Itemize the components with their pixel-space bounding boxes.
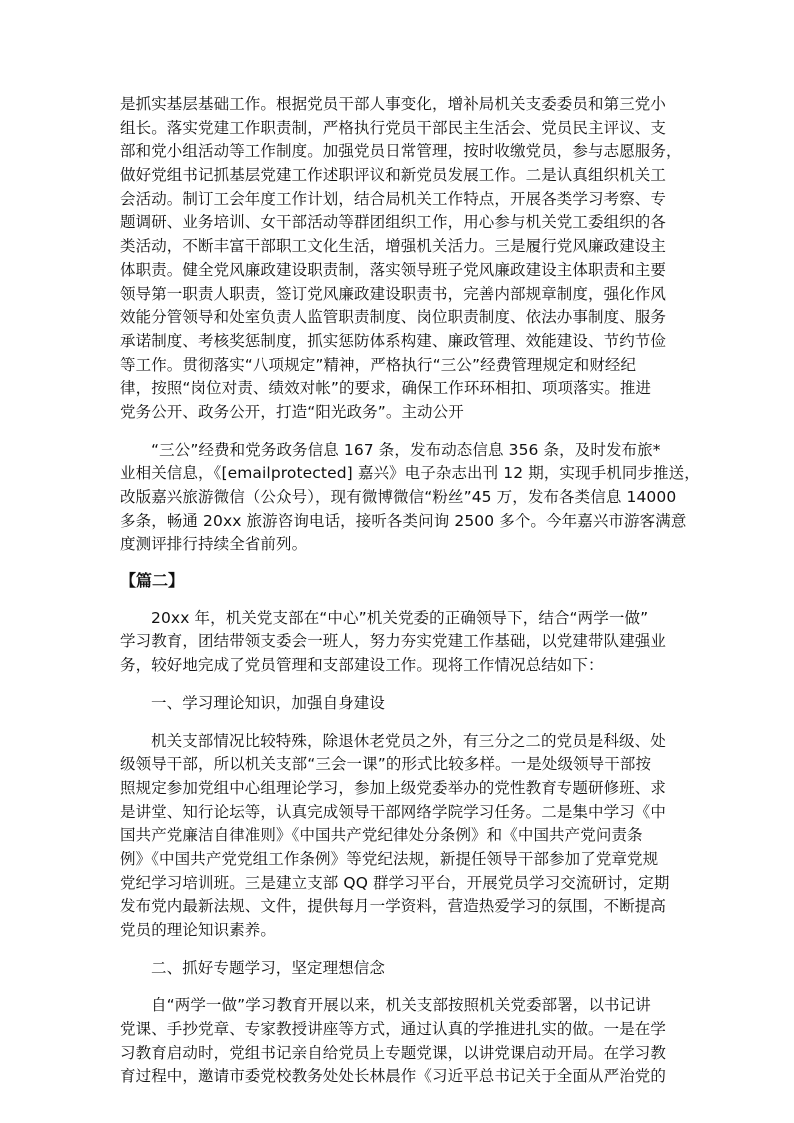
text-line: 等工作。贯彻落实“八项规定”精神，严格执行“三公”经费管理规定和财经纪 [120, 355, 637, 374]
text-line: 党课、手抄党章、专家教授讲座等方式，通过认真的学推进扎实的做。一是在学 [120, 1020, 667, 1039]
text-line: 务，较好地完成了党员管理和支部建设工作。现将工作情况总结如下： [120, 656, 604, 675]
text-line: 机关支部情况比较特殊，除退休老党员之外，有三分之二的党员是科级、处 [151, 731, 666, 750]
text-line: 党纪学习培训班。三是建立支部 QQ 群学习平台，开展党员学习交流研讨，定期 [120, 873, 670, 892]
text-line: 级领导干部，所以机关支部“三会一课”的形式比较多样。一是处级领导干部按 [120, 755, 652, 774]
paragraph-gap [120, 425, 688, 439]
section-2-paragraph [120, 439, 700, 557]
text-line: 育过程中，邀请市委党校教务处处长林晨作《习近平总书记关于全面从严治党的 [120, 1067, 667, 1086]
text-line: 例》《中国共产党党组工作条例》等党纪法规，新提任领导干部参加了党章党规 [120, 849, 659, 868]
text-line: 度测评排行持续全省前列。 [120, 535, 308, 554]
section-heading: 【篇二】 [120, 571, 185, 591]
text-line: 组长。落实党建工作职责制，严格执行党员干部民主生活会、党员民主评议、支 [120, 118, 667, 137]
paragraph-2 [120, 994, 688, 1089]
text-line: 是讲堂、知行论坛等，认真完成领导干部网络学院学习任务。二是集中学习《中 [120, 802, 667, 821]
text-line: 是抓实基层基础工作。根据党员干部人事变化，增补局机关支委委员和第三党小 [120, 95, 667, 113]
paragraph-1 [120, 730, 688, 943]
paragraph-gap [120, 943, 688, 957]
text-line: 领导第一职责人职责，签订党风廉政建设职责书，完善内部规章制度，强化作风 [120, 284, 667, 303]
text-line: 体职责。健全党风廉政建设职责制，落实领导班子党风廉政建设主体职责和主要 [120, 260, 667, 279]
text-line: 做好党组书记抓基层党建工作述职评议和新党员发展工作。二是认真组织机关工 [120, 166, 667, 185]
text-line: 类活动，不断丰富干部职工文化生活，增强机关活力。三是履行党风廉政建设主 [120, 237, 667, 256]
text-line: 会活动。制订工会年度工作计划，结合局机关工作特点，开展各类学习考察、专 [120, 189, 667, 208]
text-line: 20xx 年，机关党支部在“中心”机关党委的正确领导下，结合“两学一做” [151, 608, 649, 627]
text-line: 党员的理论知识素养。 [120, 921, 277, 939]
text-line: 多条，畅通 20xx 旅游咨询电话，接听各类问询 2500 多个。今年嘉兴市游客满意 [120, 511, 687, 530]
paragraph-gap [120, 678, 688, 692]
section-1-paragraph [120, 93, 688, 425]
text-line: 律，按照“岗位对责、绩效对帐”的要求，确保工作环环相扣、项项落实。推进 [120, 379, 652, 398]
subheading: 二、抓好专题学习，坚定理想信念 [151, 958, 386, 977]
text-line: 改版嘉兴旅游微信（公众号），现有微博微信“粉丝”45 万，发布各类信息 14000 [120, 488, 677, 506]
text-line: 习教育启动时，党组书记亲自给党员上专题党课，以讲党课启动开局。在学习教 [120, 1043, 667, 1062]
text-line: 学习教育，团结带领支委会一班人，努力夯实党建工作基础，以党建带队建强业 [120, 632, 667, 651]
text-line: “三公”经费和党务政务信息 167 条，发布动态信息 356 条，及时发布旅* [151, 440, 661, 459]
text-line: 发布党内最新法规、文件，提供每月一学资料，营造热爱学习的氛围，不断提高 [120, 897, 667, 916]
text-line: 效能分管领导和处室负责人监管职责制度、岗位职责制度、依法办事制度、服务 [120, 308, 667, 327]
document-page [120, 93, 700, 1089]
text-line: 自“两学一做”学习教育开展以来，机关支部按照机关党委部署，以书记讲 [151, 996, 651, 1015]
subheading: 一、学习理论知识，加强自身建设 [151, 693, 386, 712]
paragraph-gap [120, 980, 688, 994]
text-line: 承诺制度、考核奖惩制度，抓实惩防体系构建、廉政管理、效能建设、节约节俭 [120, 331, 667, 350]
paragraph-gap [120, 716, 688, 730]
text-line: 部和党小组活动等工作制度。加强党员日常管理，按时收缴党员，参与志愿服务， [120, 142, 682, 161]
text-line: 照规定参加党组中心组理论学习，参加上级党委举办的党性教育专题研修班、求 [120, 778, 667, 797]
text-line: 业相关信息，《[emailprotected] 嘉兴》电子杂志出刊 12 期，实现手机同步推送， [120, 464, 700, 483]
intro-paragraph [120, 607, 688, 678]
text-line: 党务公开、政务公开，打造“阳光政务”。主动公开 [120, 402, 464, 421]
text-line: 题调研、业务培训、女干部活动等群团组织工作，用心参与机关党工委组织的各 [120, 213, 667, 232]
text-line: 国共产党廉洁自律准则》《中国共产党纪律处分条例》和《中国共产党问责条 [120, 826, 643, 845]
